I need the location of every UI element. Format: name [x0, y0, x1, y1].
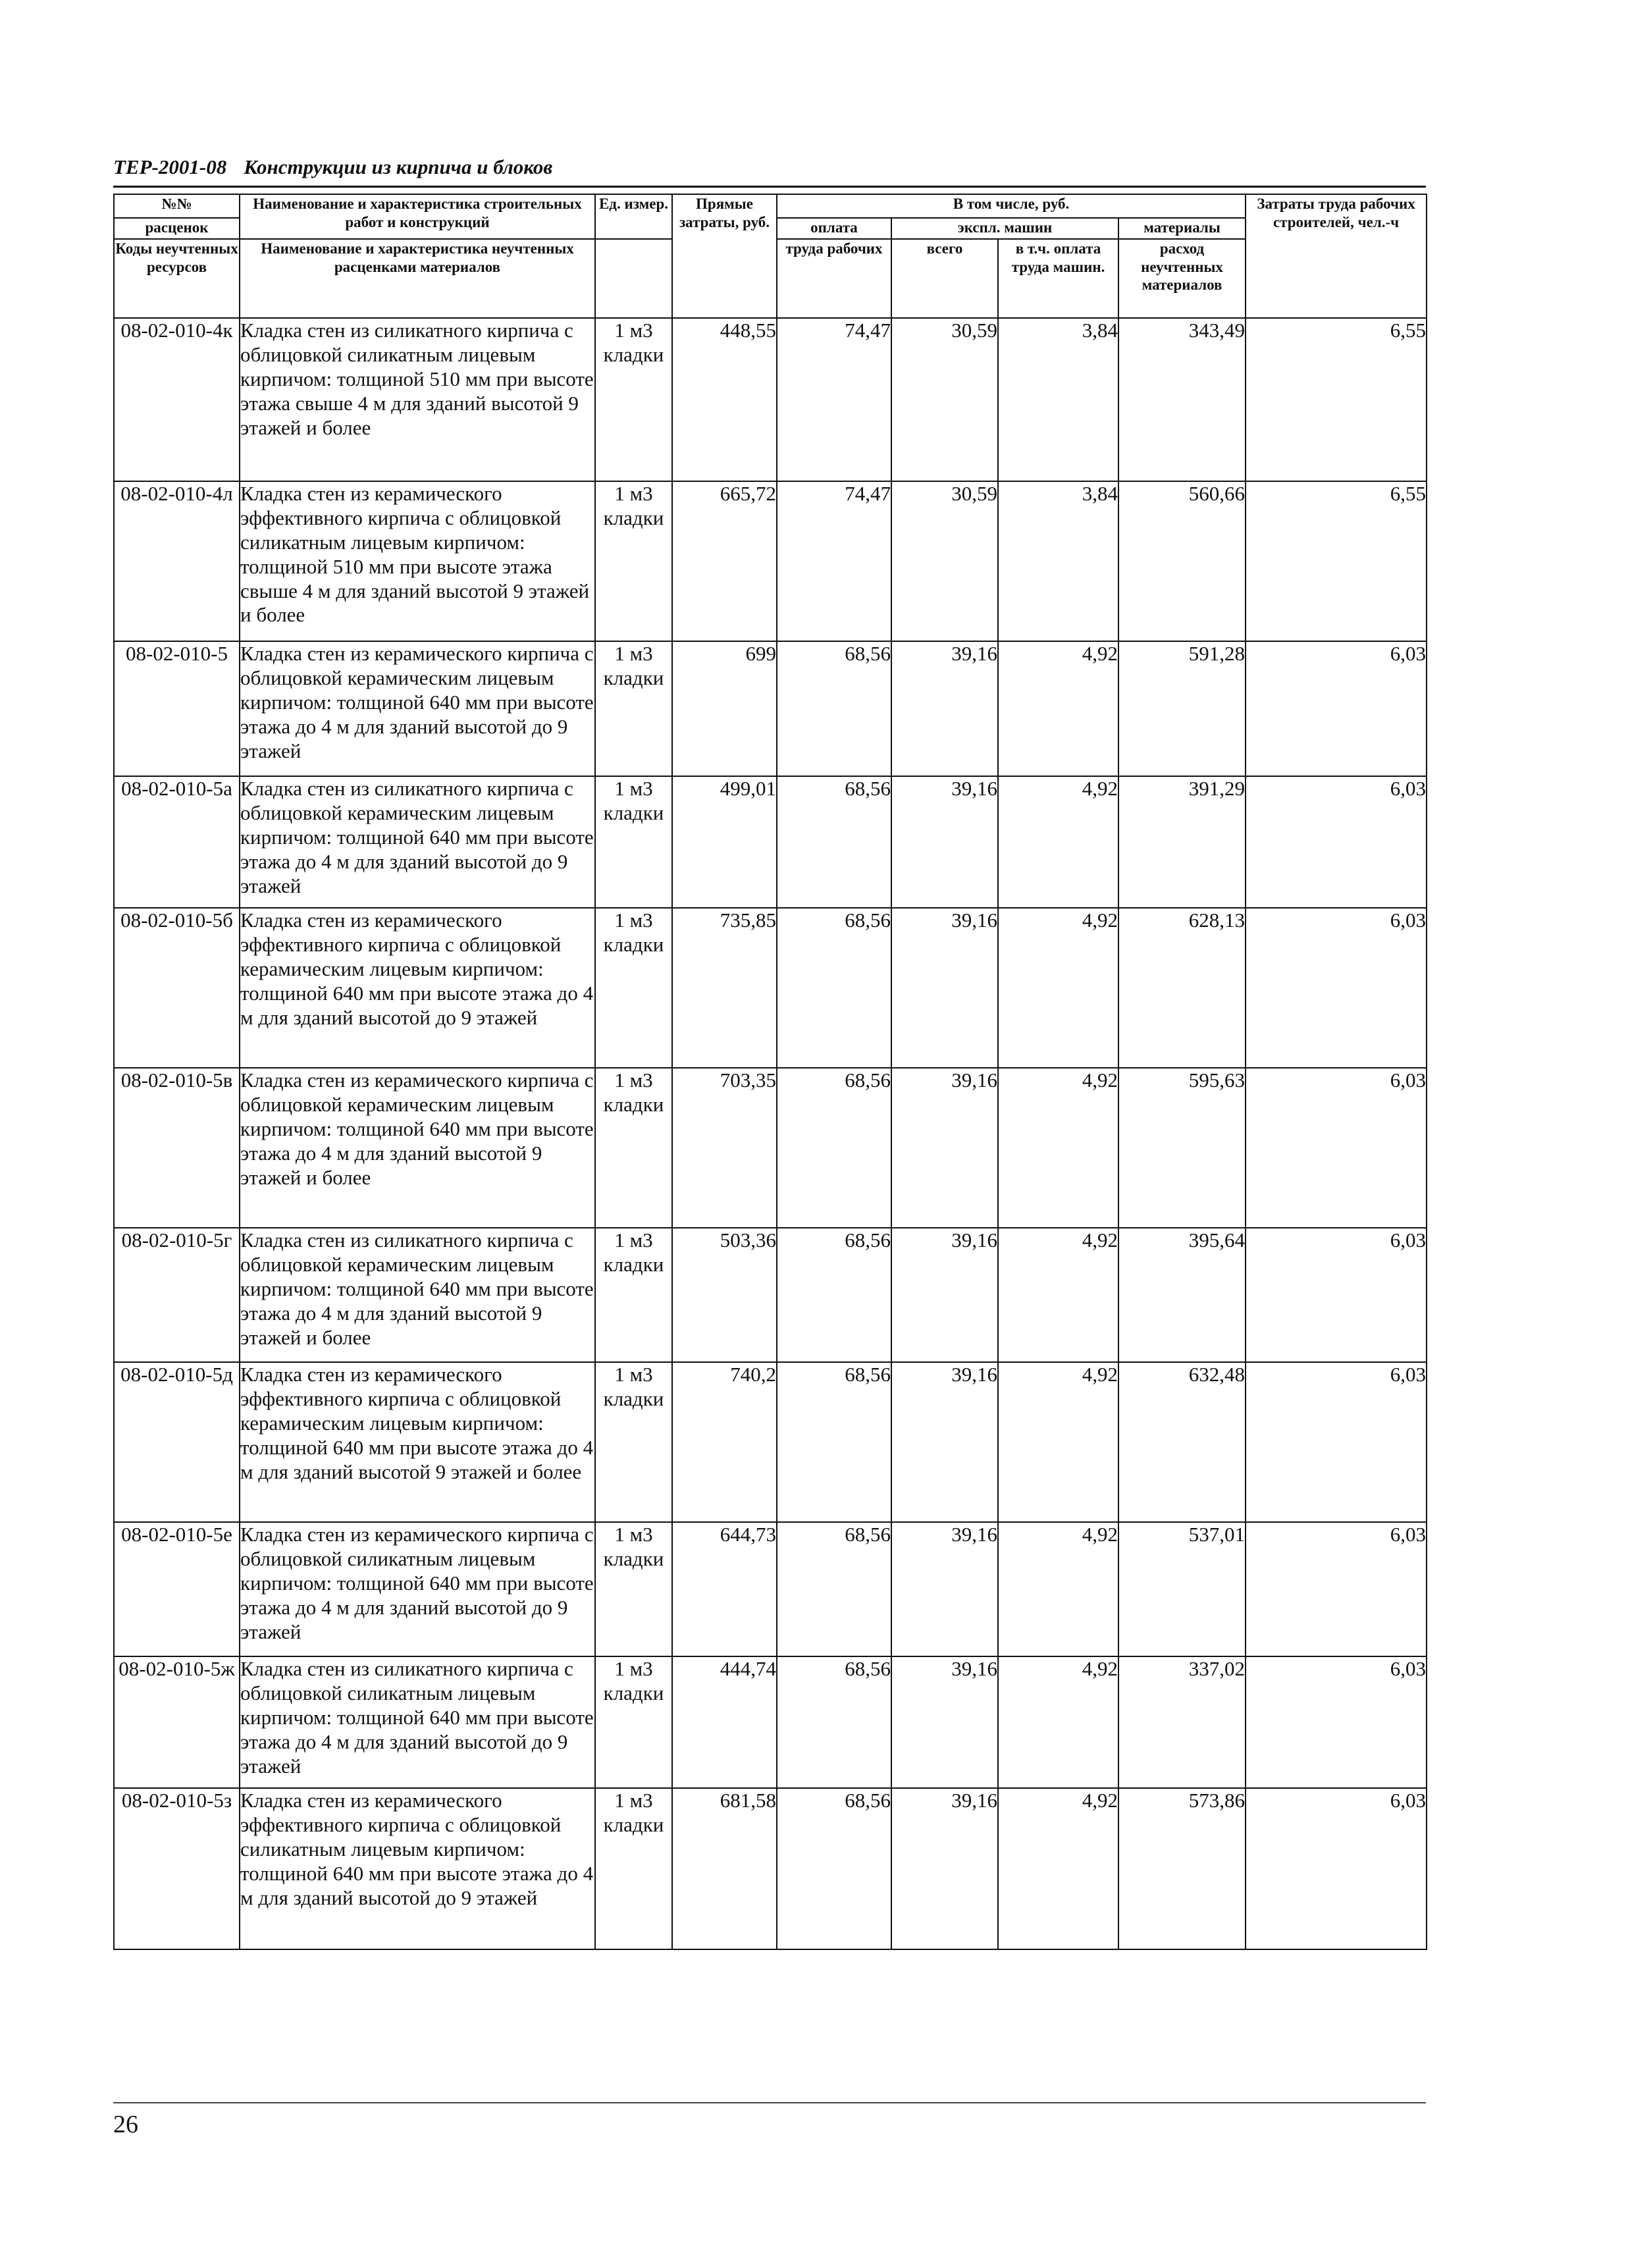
rate-code: 08-02-010-5б — [114, 908, 240, 1068]
materials-cost: 573,86 — [1118, 1788, 1246, 1949]
unit-cell: 1 м3 кладки — [595, 1656, 672, 1788]
materials-cost: 628,13 — [1118, 908, 1246, 1068]
labor-hours: 6,03 — [1246, 1228, 1427, 1362]
unit-cell: 1 м3 кладки — [595, 641, 672, 776]
machines-total: 39,16 — [891, 1362, 998, 1522]
labor-hours: 6,03 — [1246, 1656, 1427, 1788]
footer-rule — [113, 2102, 1426, 2103]
machines-pay: 3,84 — [998, 481, 1118, 641]
header-unit-sub — [595, 239, 672, 318]
table-row — [114, 908, 1427, 1068]
materials-cost: 395,64 — [1118, 1228, 1246, 1362]
header-rates: расценок — [114, 218, 240, 239]
work-description: Кладка стен из керамического эффективного кирпича с облицовкой керамическим лицевым кирпичом: толщиной 640 мм при высоте этажа до 4 м для зданий высотой 9 этажей и более — [240, 1362, 595, 1522]
materials-cost: 560,66 — [1118, 481, 1246, 641]
rate-code: 08-02-010-5е — [114, 1522, 240, 1656]
machines-total: 30,59 — [891, 318, 998, 481]
rates-table — [113, 194, 1427, 1950]
machines-total: 39,16 — [891, 776, 998, 908]
direct-cost: 503,36 — [672, 1228, 777, 1362]
table-row — [114, 1788, 1427, 1949]
rate-code: 08-02-010-4л — [114, 481, 240, 641]
labor-pay: 68,56 — [777, 1362, 891, 1522]
work-description: Кладка стен из керамического эффективного кирпича с облицовкой силикатным лицевым кирпичом: толщиной 510 мм при высоте этажа свыше 4 м для зданий высотой 9 этажей и более — [240, 481, 595, 641]
materials-cost: 591,28 — [1118, 641, 1246, 776]
unit-cell: 1 м3 кладки — [595, 318, 672, 481]
table-row — [114, 1068, 1427, 1228]
machines-pay: 4,92 — [998, 1362, 1118, 1522]
rate-code: 08-02-010-4к — [114, 318, 240, 481]
table-row — [114, 776, 1427, 908]
materials-cost: 595,63 — [1118, 1068, 1246, 1228]
table-row — [114, 641, 1427, 776]
direct-cost: 681,58 — [672, 1788, 777, 1949]
table-row — [114, 1522, 1427, 1656]
work-description: Кладка стен из керамического кирпича с облицовкой силикатным лицевым кирпичом: толщиной 640 мм при высоте этажа до 4 м для зданий высотой до 9 этажей — [240, 1522, 595, 1656]
labor-pay: 68,56 — [777, 641, 891, 776]
rate-code: 08-02-010-5в — [114, 1068, 240, 1228]
labor-pay: 68,56 — [777, 1068, 891, 1228]
document-code: ТЕР-2001-08 — [113, 155, 227, 178]
labor-hours: 6,03 — [1246, 908, 1427, 1068]
work-description: Кладка стен из силикатного кирпича с облицовкой силикатным лицевым кирпичом: толщиной 640 мм при высоте этажа до 4 м для зданий высотой до 9 этажей — [240, 1656, 595, 1788]
header-labor-pay-sub: труда рабочих — [777, 239, 891, 318]
direct-cost: 703,35 — [672, 1068, 777, 1228]
work-description: Кладка стен из керамического эффективного кирпича с облицовкой керамическим лицевым кирпичом: толщиной 640 мм при высоте этажа до 4 м для зданий высотой до 9 этажей — [240, 908, 595, 1068]
labor-hours: 6,03 — [1246, 1068, 1427, 1228]
unit-cell: 1 м3 кладки — [595, 776, 672, 908]
work-description: Кладка стен из керамического кирпича с облицовкой керамическим лицевым кирпичом: толщиной 640 мм при высоте этажа до 4 м для зданий высотой 9 этажей и более — [240, 1068, 595, 1228]
machines-pay: 4,92 — [998, 1522, 1118, 1656]
header-rule — [113, 186, 1426, 188]
header-direct: Прямые затраты, руб. — [672, 194, 777, 318]
machines-total: 39,16 — [891, 1788, 998, 1949]
section-title: Конструкции из кирпича и блоков — [244, 155, 553, 178]
machines-pay: 4,92 — [998, 1656, 1118, 1788]
header-unit: Ед. измер. — [595, 194, 672, 239]
table-row — [114, 481, 1427, 641]
direct-cost: 735,85 — [672, 908, 777, 1068]
rate-code: 08-02-010-5д — [114, 1362, 240, 1522]
labor-hours: 6,03 — [1246, 776, 1427, 908]
labor-pay: 74,47 — [777, 318, 891, 481]
labor-pay: 68,56 — [777, 1656, 891, 1788]
labor-hours: 6,55 — [1246, 318, 1427, 481]
labor-pay: 68,56 — [777, 1788, 891, 1949]
rate-code: 08-02-010-5з — [114, 1788, 240, 1949]
machines-total: 39,16 — [891, 1068, 998, 1228]
header-machines-incl: в т.ч. оплата труда машин. — [998, 239, 1118, 318]
labor-pay: 68,56 — [777, 1522, 891, 1656]
header-incl: В том числе, руб. — [777, 194, 1246, 218]
machines-pay: 3,84 — [998, 318, 1118, 481]
direct-cost: 699 — [672, 641, 777, 776]
rate-code: 08-02-010-5г — [114, 1228, 240, 1362]
direct-cost: 499,01 — [672, 776, 777, 908]
labor-pay: 68,56 — [777, 1228, 891, 1362]
header-codes: Коды неучтенных ресурсов — [114, 239, 240, 318]
header-materials: материалы — [1118, 218, 1246, 239]
labor-hours: 6,03 — [1246, 1362, 1427, 1522]
work-description: Кладка стен из силикатного кирпича с облицовкой керамическим лицевым кирпичом: толщиной 640 мм при высоте этажа до 4 м для зданий высотой 9 этажей и более — [240, 1228, 595, 1362]
machines-pay: 4,92 — [998, 1788, 1118, 1949]
labor-pay: 74,47 — [777, 481, 891, 641]
header-labor-pay: оплата — [777, 218, 891, 239]
table-row — [114, 1228, 1427, 1362]
rate-code: 08-02-010-5а — [114, 776, 240, 908]
unit-cell: 1 м3 кладки — [595, 1362, 672, 1522]
machines-total: 39,16 — [891, 1228, 998, 1362]
table-row — [114, 1362, 1427, 1522]
header-materials-sub: расход неучтенных материалов — [1118, 239, 1246, 318]
header-machines-total: всего — [891, 239, 998, 318]
rate-code: 08-02-010-5ж — [114, 1656, 240, 1788]
table-row — [114, 1656, 1427, 1788]
materials-cost: 632,48 — [1118, 1362, 1246, 1522]
labor-pay: 68,56 — [777, 908, 891, 1068]
header-machines: экспл. машин — [891, 218, 1118, 239]
machines-pay: 4,92 — [998, 641, 1118, 776]
table-row — [114, 318, 1427, 481]
machines-total: 30,59 — [891, 481, 998, 641]
header-num: №№ — [114, 194, 240, 218]
labor-pay: 68,56 — [777, 776, 891, 908]
labor-hours: 6,03 — [1246, 1522, 1427, 1656]
machines-pay: 4,92 — [998, 776, 1118, 908]
rate-code: 08-02-010-5 — [114, 641, 240, 776]
direct-cost: 740,2 — [672, 1362, 777, 1522]
direct-cost: 644,73 — [672, 1522, 777, 1656]
labor-hours: 6,03 — [1246, 641, 1427, 776]
header-name: Наименование и характеристика строительных работ и конструкций — [240, 194, 595, 239]
unit-cell: 1 м3 кладки — [595, 908, 672, 1068]
materials-cost: 337,02 — [1118, 1656, 1246, 1788]
header-name-sub: Наименование и характеристика неучтенных расценками материалов — [240, 239, 595, 318]
work-description: Кладка стен из силикатного кирпича с облицовкой керамическим лицевым кирпичом: толщиной 640 мм при высоте этажа до 4 м для зданий высотой до 9 этажей — [240, 776, 595, 908]
unit-cell: 1 м3 кладки — [595, 481, 672, 641]
work-description: Кладка стен из силикатного кирпича с облицовкой силикатным лицевым кирпичом: толщиной 510 мм при высоте этажа свыше 4 м для зданий высотой 9 этажей и более — [240, 318, 595, 481]
unit-cell: 1 м3 кладки — [595, 1788, 672, 1949]
unit-cell: 1 м3 кладки — [595, 1228, 672, 1362]
machines-total: 39,16 — [891, 1522, 998, 1656]
machines-total: 39,16 — [891, 641, 998, 776]
direct-cost: 665,72 — [672, 481, 777, 641]
machines-pay: 4,92 — [998, 908, 1118, 1068]
unit-cell: 1 м3 кладки — [595, 1522, 672, 1656]
materials-cost: 343,49 — [1118, 318, 1246, 481]
work-description: Кладка стен из керамического эффективного кирпича с облицовкой силикатным лицевым кирпичом: толщиной 640 мм при высоте этажа до 4 м для зданий высотой до 9 этажей — [240, 1788, 595, 1949]
materials-cost: 391,29 — [1118, 776, 1246, 908]
work-description: Кладка стен из керамического кирпича с облицовкой керамическим лицевым кирпичом: толщиной 640 мм при высоте этажа до 4 м для зданий высотой до 9 этажей — [240, 641, 595, 776]
running-header — [113, 155, 552, 179]
materials-cost: 537,01 — [1118, 1522, 1246, 1656]
direct-cost: 448,55 — [672, 318, 777, 481]
unit-cell: 1 м3 кладки — [595, 1068, 672, 1228]
page-number: 26 — [113, 2111, 138, 2138]
machines-total: 39,16 — [891, 1656, 998, 1788]
machines-pay: 4,92 — [998, 1068, 1118, 1228]
machines-pay: 4,92 — [998, 1228, 1118, 1362]
table-header — [114, 194, 1427, 318]
header-labor: Затраты труда рабочих строителей, чел.-ч — [1246, 194, 1427, 318]
machines-total: 39,16 — [891, 908, 998, 1068]
direct-cost: 444,74 — [672, 1656, 777, 1788]
labor-hours: 6,55 — [1246, 481, 1427, 641]
labor-hours: 6,03 — [1246, 1788, 1427, 1949]
